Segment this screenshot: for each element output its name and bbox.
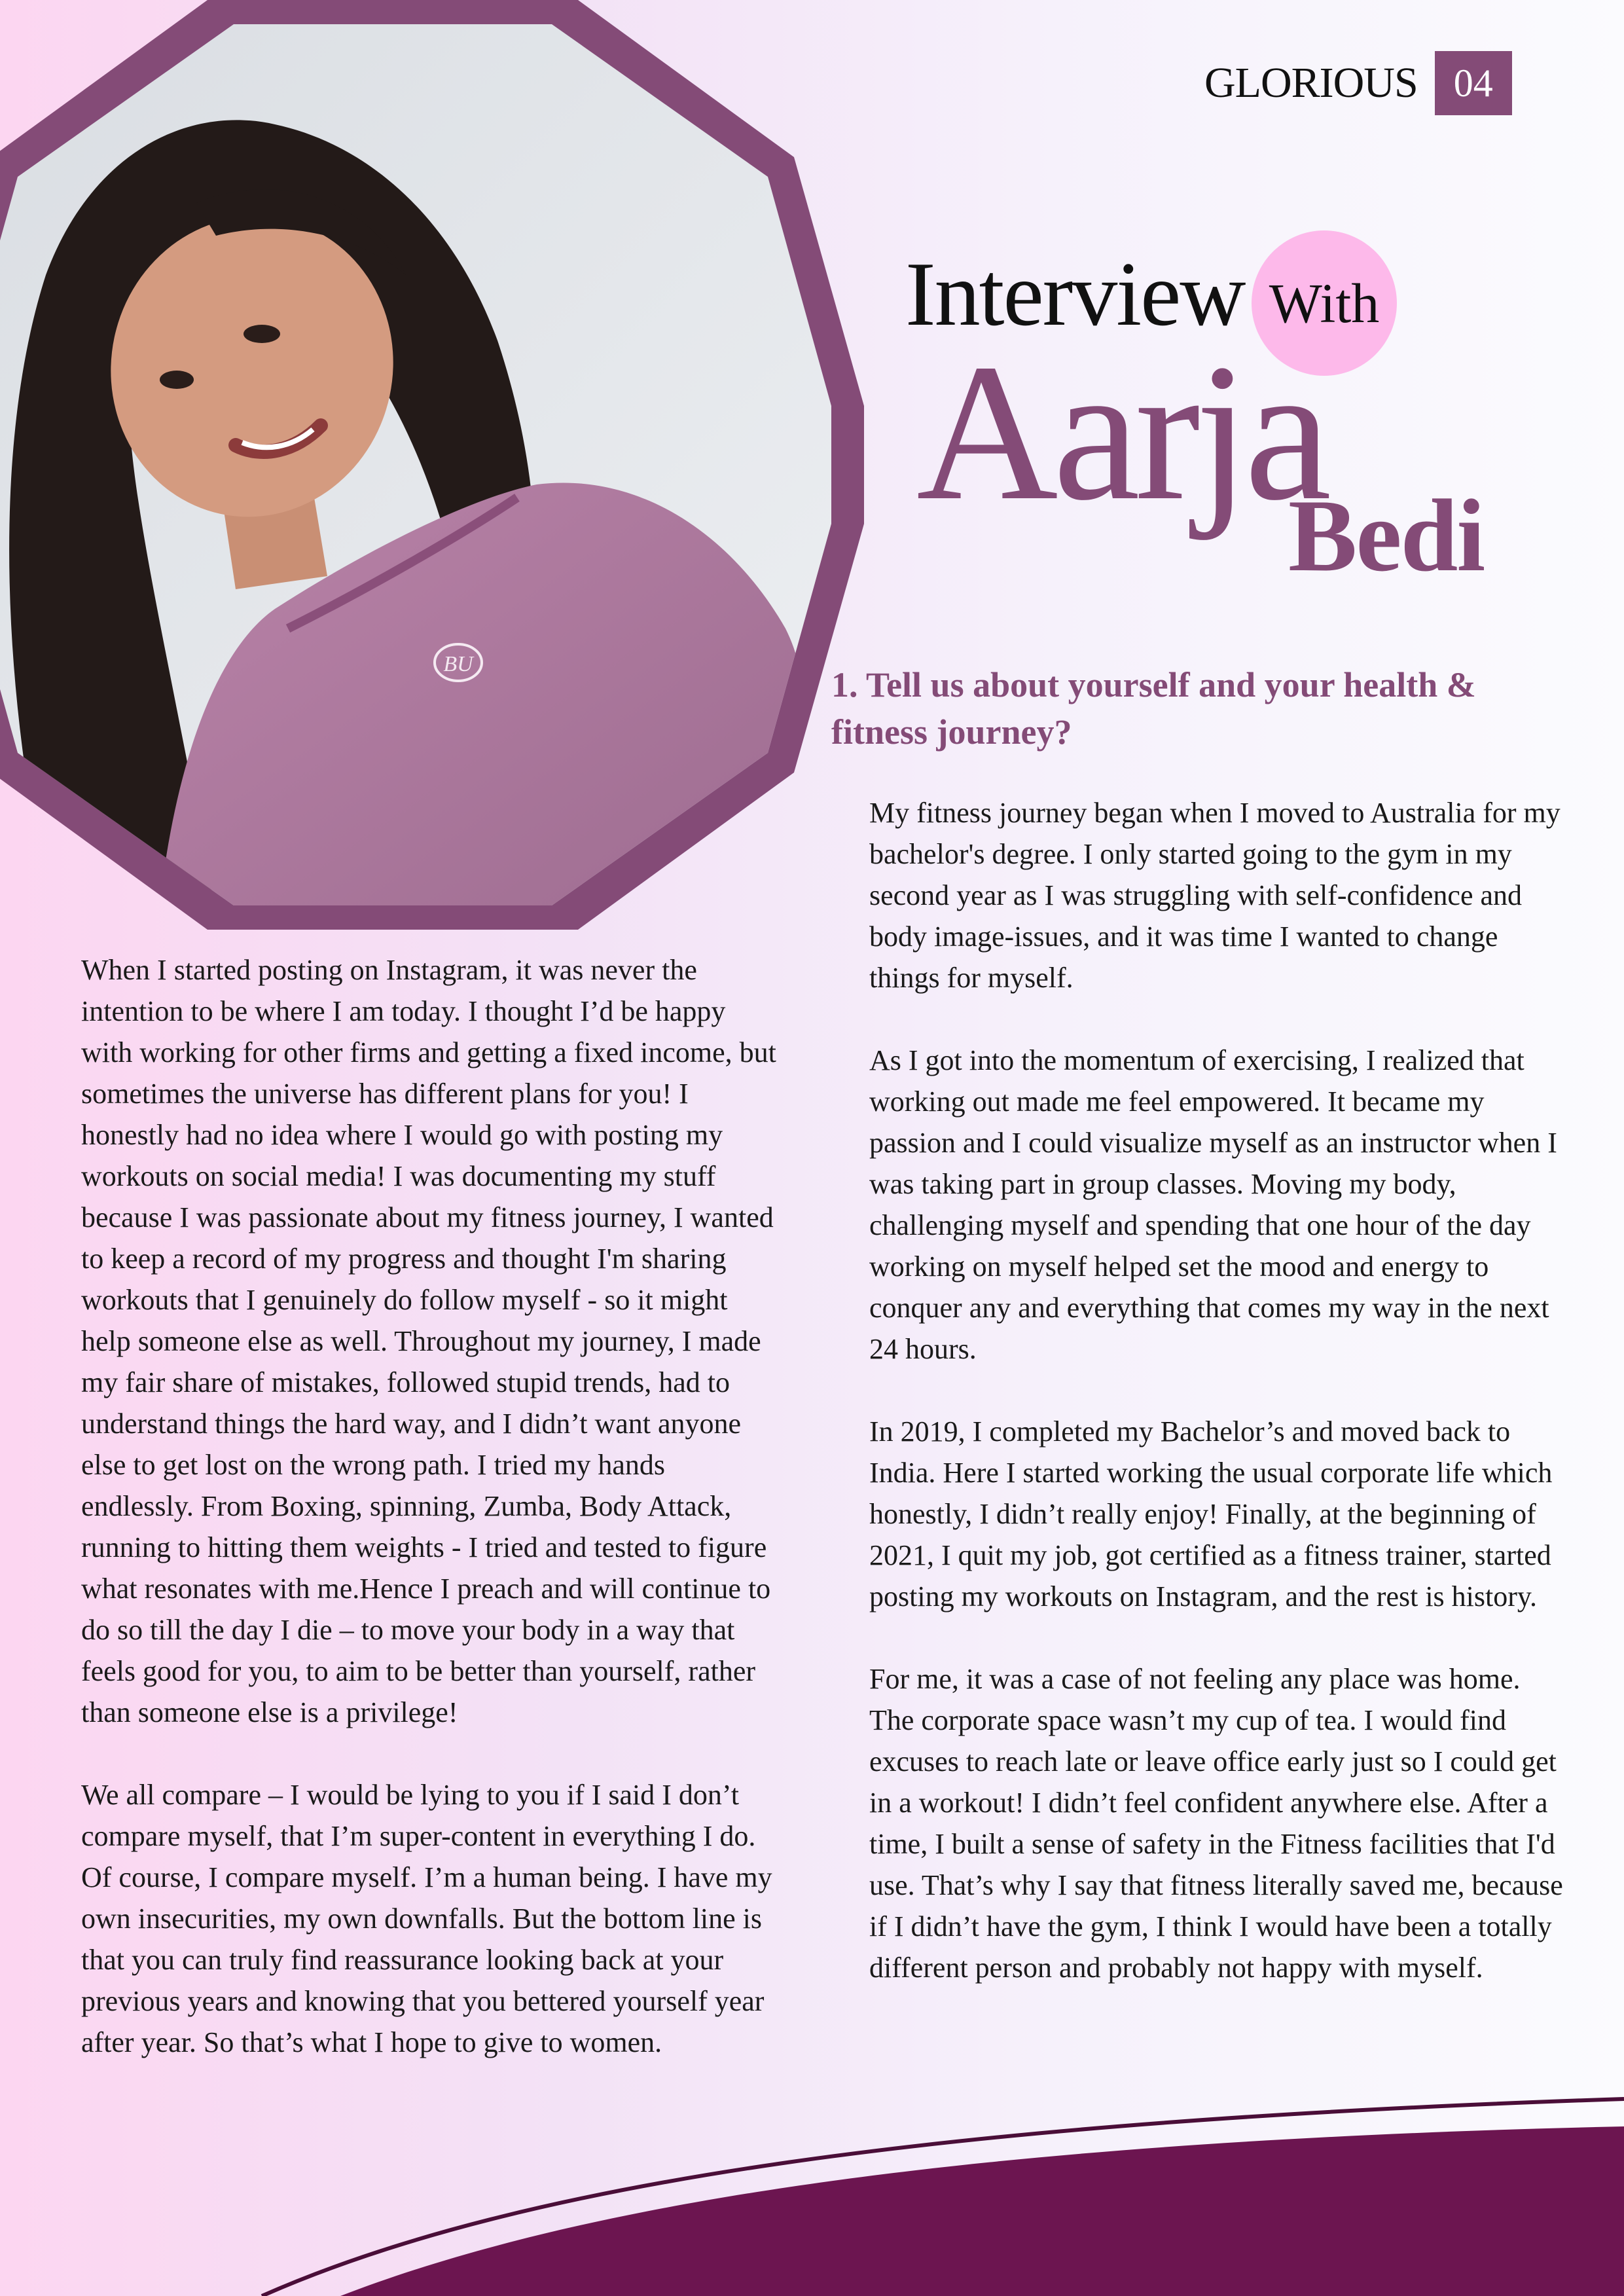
- paragraph: When I started posting on Instagram, it was never the intention to be where I am today. I thought I’d be happy with working for other firms and getting a fixed income, but sometimes the universe has different plans for you! I honestly had no idea where I would go with posting my workouts on social media! I was documenting my stuff because I was passionate about my fitness journey, I wanted to keep a record of my progress and thought I'm sharing workouts that I genuinely do follow myself - so it might help someone else as well. Throughout my journey, I made my fair share of mistakes, followed stupid trends, had to understand things the hard way, and I didn’t want anyone else to get lost on the wrong path. I tried my hands endlessly. From Boxing, spinning, Zumba, Body Attack, running to hitting them weights - I tried and tested to figure what resonates with me.Hence I preach and will continue to do so till the day I die – to move your body in a way that feels good for you, to aim to be better than yourself, rather than someone else is a privilege!: [81, 954, 776, 1728]
- paragraph: In 2019, I completed my Bachelor’s and moved back to India. Here I started working the usual corporate life which honestly, I didn’t really enjoy! Finally, at the beginning of 2021, I quit my job, got certified as a fitness trainer, started posting my workouts on Instagram, and the rest is history.: [869, 1415, 1553, 1613]
- answer-left-column: [81, 949, 782, 2063]
- footer-wave: [0, 2075, 1624, 2296]
- portrait-photo: [0, 0, 877, 930]
- answer-right-column: [869, 792, 1566, 1988]
- shirt-logo: BU: [443, 652, 473, 676]
- title-interview: Interview: [905, 244, 1245, 345]
- paragraph: As I got into the momentum of exercising, I realized that working out made me feel empowered. It became my passion and I could visualize myself as an instructor when I was taking part in group classes. Moving my body, challenging myself and spending that one hour of the day working on myself helped set the mood and energy to conquer any and everything that comes my way in the next 24 hours.: [869, 1044, 1557, 1365]
- paragraph: My fitness journey began when I moved to Australia for my bachelor's degree. I only started going to the gym in my second year as I was struggling with self-confidence and body image-issues, and it was time I wanted to change things for myself.: [869, 797, 1561, 994]
- title-last-name: Bedi: [1288, 479, 1485, 593]
- brand-logo: GLORIOUS: [1204, 59, 1418, 107]
- paragraph: For me, it was a case of not feeling any place was home. The corporate space wasn’t my cup of tea. I would find excuses to reach late or leave office early just so I could get in a workout! I didn’t feel confident anywhere else. After a time, I built a sense of safety in the Fitness facilities that I'd use. That’s why I say that fitness literally saved me, because if I didn’t have the gym, I think I would have been a totally different person and probably not happy with myself.: [869, 1663, 1563, 1984]
- masthead: [1204, 51, 1512, 115]
- page-number: 04: [1435, 51, 1512, 115]
- paragraph: We all compare – I would be lying to you if I said I don’t compare myself, that I’m super-content in everything I do. Of course, I compare myself. I’m a human being. I have my own insecurities, my own downfalls. But the bottom line is that you can truly find reassurance looking back at your previous years and knowing that you bettered yourself year after year. So that’s what I hope to give to women.: [81, 1779, 772, 2058]
- question-heading: 1. Tell us about yourself and your health & fitness journey?: [831, 665, 1476, 752]
- title-with: With: [1269, 272, 1380, 335]
- title-first-name: Aarja: [916, 323, 1327, 541]
